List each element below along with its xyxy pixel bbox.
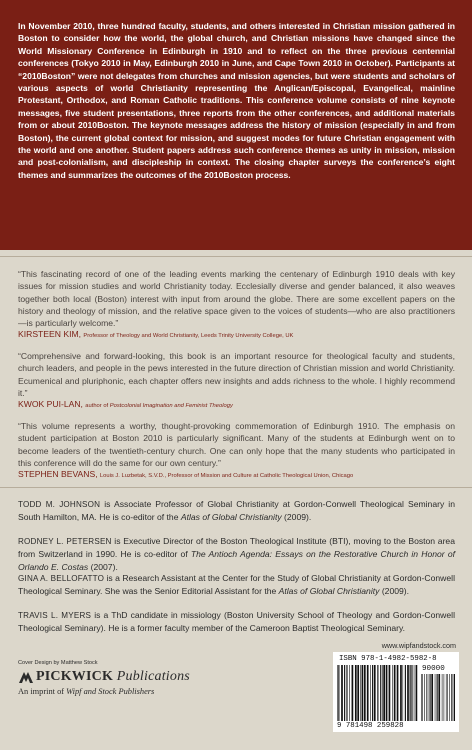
endorsement-attribution-kwok — [18, 399, 458, 412]
isbn-barcode — [333, 652, 459, 732]
endorsement-quote-kwok: “Comprehensive and forward-looking, this book is an important resource for theological faculty and students, church leaders, and people in the pews interested in the future direction of Christian mission and world Christianity. Ecumenical and pluriphonic, each chapter offers new insights and adds richness to the whole. I highly recommend it.” — [18, 351, 455, 398]
endorsement-quote-kim: “This fascinating record of one of the leading events marking the centenary of Edinburgh 1910 deals with key issues for mission studies and world Christianity today. Ecclesially diverse and gender balanced, it also weaves together both local (Boston) interest with input from around the globe. There are some excellent papers on the history and theology of mission, and the relative space given to the voices of students—who are also practitioners—is particularly welcome.” — [18, 269, 455, 329]
barcode-bar — [400, 665, 402, 721]
cover-design-credit: Cover Design by Matthew Stock — [18, 660, 98, 666]
barcode-bar — [349, 665, 350, 721]
barcode-bar — [386, 665, 388, 721]
barcode-bar — [426, 674, 427, 721]
price-code: 90000 — [422, 665, 445, 673]
barcode-bar — [338, 665, 339, 721]
imprint-line: An imprint of Wipf and Stock Publishers — [18, 687, 155, 696]
book-description: In November 2010, three hundred faculty, students, and others interested in Christian mission gathered in Boston to consider how the world, the global church, and Christian missions have changed since the World Missionary Conference in Edinburgh in 1910 and to reflect on the three previous centennial conferences (Tokyo 2010 in May, Edinburgh 2010 in June, and Cape Town 2010 in October). Participants at “2010Boston” were not delegates from churches and mission agencies, but were students and scholars of various aspects of world Christianity representing the Anglican/Episcopal, Evangelical, mainline Protestant, Orthodox, and Roman Catholic traditions. This conference volume consists of nine keynote messages, five student presentations, three reports from the other conferences, and additional materials from or about 2010Boston. The keynote messages address the history of mission (especially in and from Boston), the current global context for mission, and suggest modes for future Christian engagement with the world and one another. Student papers address such conference themes as unity in mission, mission and post-colonialism, and discipleship in context. The closing chapter surveys the conference’s eight themes and summarizes the outcomes of the 2010Boston process. — [18, 21, 455, 180]
barcode-bar — [352, 665, 354, 721]
bio-johnson: TODD M. JOHNSON is Associate Professor of Global Christianity at Gordon-Conwell Theological Seminary in South Hamilton, MA. He is co-editor of the Atlas of Global Christianity (2009). — [18, 499, 455, 523]
barcode-bar — [377, 665, 378, 721]
barcode-bar — [383, 665, 385, 721]
endorser-name: KWOK PUI-LAN, — [18, 399, 83, 409]
barcode-bar — [444, 674, 445, 721]
addon-barcode-bars — [421, 674, 455, 721]
divider — [0, 487, 472, 488]
barcode-bar — [372, 665, 373, 721]
barcode-bar — [451, 674, 452, 721]
barcode-bar — [344, 665, 345, 721]
barcode-bar — [382, 665, 383, 721]
barcode-bar — [346, 665, 347, 721]
barcode-bar — [438, 674, 440, 721]
barcode-bar — [392, 665, 393, 721]
barcode-bar — [430, 674, 431, 721]
barcode-bar — [449, 674, 450, 721]
endorser-name: KIRSTEEN KIM, — [18, 329, 82, 339]
barcode-bar — [410, 665, 411, 721]
barcode-bar — [437, 674, 438, 721]
barcode-bar — [397, 665, 399, 721]
barcode-bar — [364, 665, 366, 721]
endorser-name: STEPHEN BEVANS, — [18, 469, 98, 479]
ean-barcode-bars — [337, 665, 419, 721]
publisher-logo: PICKWICK Publications — [18, 669, 190, 685]
barcode-bar — [424, 674, 425, 721]
barcode-bar — [446, 674, 447, 721]
barcode-bar — [360, 665, 361, 721]
barcode-bar — [428, 674, 429, 721]
barcode-bar — [447, 674, 448, 721]
endorsement-quote-bevans: “This volume represents a worthy, thought-provoking commemoration of Edinburgh 1910. The emphasis on student participation at Boston 2010 is particularly significant. Many of the students at Edinburgh went on to become leaders of the twentieth-century church. One can only hope that the many students who participated in this conference will do the same for our own century.” — [18, 421, 455, 468]
barcode-bar — [394, 665, 396, 721]
barcode-bar — [421, 674, 422, 721]
barcode-bar — [407, 665, 409, 721]
barcode-bar — [422, 674, 423, 721]
barcode-bar — [435, 674, 436, 721]
barcode-bar — [403, 665, 404, 721]
barcode-bar — [337, 665, 338, 721]
barcode-bar — [416, 665, 418, 721]
barcode-bar — [442, 674, 443, 721]
barcode-bar — [411, 665, 412, 721]
barcode-bar — [405, 665, 406, 721]
barcode-bar — [389, 665, 391, 721]
endorser-title: Louis J. Luzbetak, S.V.D., Professor of Mission and Culture at Catholic Theological Union, Chicago — [99, 473, 354, 479]
isbn-label: ISBN 978-1-4982-5982-8 — [339, 655, 437, 663]
barcode-bar — [355, 665, 357, 721]
barcode-bar — [431, 674, 433, 721]
barcode-bar — [380, 665, 381, 721]
bio-bellofatto: GINA A. BELLOFATTO is a Research Assistant at the Center for the Study of Global Christianity at Gordon-Conwell Theological Seminary. She was the Senior Editorial Assistant for the Atlas of Global Christianity (2009). — [18, 573, 455, 597]
barcode-bar — [362, 665, 364, 721]
barcode-bar — [374, 665, 376, 721]
barcode-bar — [341, 665, 343, 721]
endorsement-attribution-bevans — [18, 469, 458, 482]
endorsement-attribution-kim — [18, 329, 458, 342]
publisher-url: www.wipfandstock.com — [381, 641, 456, 650]
barcode-bar — [454, 674, 455, 721]
bio-myers: TRAVIS L. MYERS is a ThD candidate in missiology (Boston University School of Theology and Gordon-Conwell Theological Seminary). He is a former faculty member of the Cameroon Baptist Theological Seminary. — [18, 610, 455, 634]
endorser-title: Professor of Theology and World Christianity, Leeds Trinity University College, UK — [83, 333, 294, 339]
bio-petersen: RODNEY L. PETERSEN is Executive Director of the Boston Theological Institute (BTI), moving to the Boston area from Switzerland in 1990. He is co-editor of The Antioch Agenda: Essays on the Restorative Church in Honor of Orlando E. Costas (2007). — [18, 536, 455, 572]
ean-digits: 9 781498 259828 — [337, 722, 404, 730]
barcode-bar — [414, 665, 415, 721]
pickwick-icon — [18, 671, 34, 684]
barcode-bar — [357, 665, 359, 721]
divider — [0, 256, 472, 257]
barcode-bar — [370, 665, 371, 721]
endorser-title: author of Postcolonial Imagination and Feminist Theology — [85, 403, 233, 409]
barcode-bar — [367, 665, 369, 721]
